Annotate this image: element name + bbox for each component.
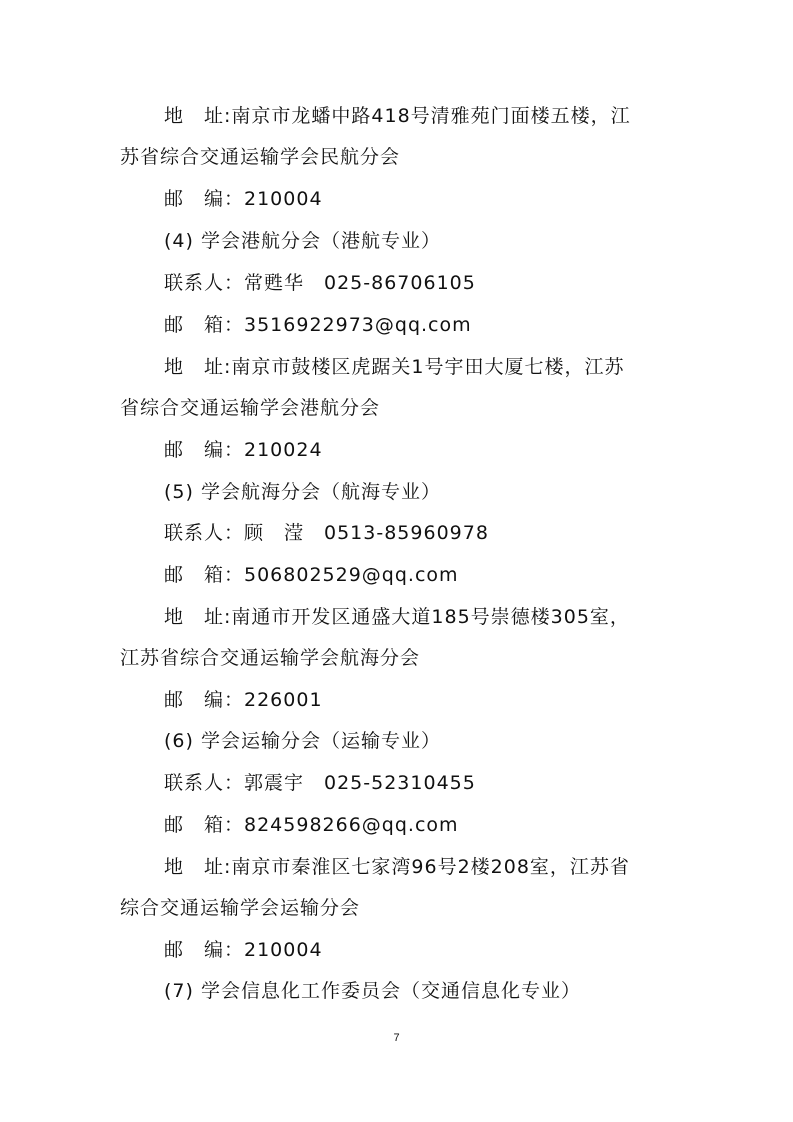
heading-port-shipping-branch: (4) 学会港航分会（港航专业） [164, 230, 441, 252]
line-transport-postcode: 邮 编：210004 [164, 939, 323, 961]
line-transport-contact: 联系人：郭震宇 025-52310455 [164, 772, 476, 794]
line-transport-email: 邮 箱：824598266@qq.com [164, 814, 459, 836]
heading-transport-branch: (6) 学会运输分会（运输专业） [164, 730, 441, 752]
line-port-shipping-address: 地 址:南京市鼓楼区虎踞关1号宇田大厦七楼，江苏 [164, 356, 625, 378]
line-port-shipping-contact: 联系人：常甦华 025-86706105 [164, 272, 476, 294]
line-transport-address-cont: 综合交通运输学会运输分会 [120, 897, 361, 919]
line-navigation-address: 地 址:南通市开发区通盛大道185号崇德楼305室， [164, 606, 630, 628]
line-port-shipping-address-cont: 省综合交通运输学会港航分会 [120, 397, 381, 419]
line-transport-address: 地 址:南京市秦淮区七家湾96号2楼208室，江苏省 [164, 856, 630, 878]
line-civil-aviation-postcode: 邮 编：210004 [164, 188, 323, 210]
line-civil-aviation-address-cont: 苏省综合交通运输学会民航分会 [120, 146, 401, 168]
line-navigation-address-cont: 江苏省综合交通运输学会航海分会 [120, 647, 421, 669]
line-navigation-contact: 联系人：顾 滢 0513-85960978 [164, 522, 489, 544]
line-port-shipping-email: 邮 箱：3516922973@qq.com [164, 314, 472, 336]
line-civil-aviation-address: 地 址:南京市龙蟠中路418号清雅苑门面楼五楼，江 [164, 105, 631, 127]
line-navigation-email: 邮 箱：506802529@qq.com [164, 564, 459, 586]
line-navigation-postcode: 邮 编：226001 [164, 689, 323, 711]
page-number: 7 [393, 1032, 400, 1044]
heading-informatization-committee: (7) 学会信息化工作委员会（交通信息化专业） [164, 980, 581, 1002]
line-port-shipping-postcode: 邮 编：210024 [164, 439, 323, 461]
heading-navigation-branch: (5) 学会航海分会（航海专业） [164, 481, 441, 503]
